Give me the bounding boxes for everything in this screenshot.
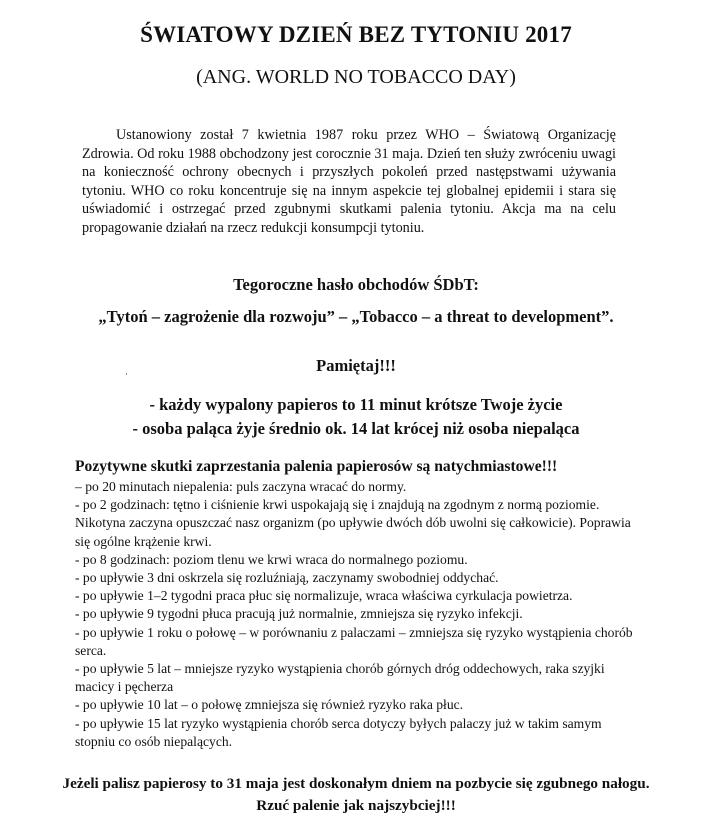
benefits-section	[75, 457, 635, 751]
fact-line: - każdy wypalony papieros to 11 minut krótsze Twoje życie	[149, 395, 563, 414]
benefit-item: - po upływie 10 lat – o połowę zmniejsza się również ryzyko raka płuc.	[75, 697, 464, 713]
benefit-item: - po upływie 3 dni oskrzela się rozluźniają, zaczynamy swobodniej oddychać.	[75, 570, 499, 586]
benefit-item: - po 8 godzinach: poziom tlenu we krwi wraca do normalnego poziomu.	[75, 551, 468, 567]
benefits-list	[75, 478, 635, 751]
motto-label: Tegoroczne hasło obchodów ŚDbT:	[233, 275, 479, 294]
benefit-item: - po upływie 1 roku o połowę – w porównaniu z palaczami – zmniejsza się ryzyko wystąpienia chorób serca.	[75, 624, 633, 658]
closing-line: Jeżeli palisz papierosy to 31 maja jest doskonałym dniem na pozbycie się zgubnego nałogu.	[62, 775, 650, 792]
benefit-item: - po upływie 5 lat – mniejsze ryzyko wystąpienia chorób górnych dróg oddechowych, raka szyjki macicy i pęcherza	[75, 661, 605, 695]
closing-block	[0, 773, 712, 817]
benefit-item: - po upływie 1–2 tygodni praca płuc się normalizuje, wraca właściwa cyrkulacja powietrza.	[75, 588, 573, 604]
closing-call-to-action: Rzuć palenie jak najszybciej!!!	[256, 797, 456, 814]
benefit-item: - po upływie 15 lat ryzyko wystąpienia chorób serca dotyczy byłych palaczy już w takim samym stopniu co osób niepalących.	[75, 715, 602, 749]
document-title: ŚWIATOWY DZIEŃ BEZ TYTONIU 2017	[140, 22, 572, 47]
intro-text: Ustanowiony został 7 kwietnia 1987 roku przez WHO – Światową Organizację Zdrowia. Od roku 1988 obchodzony jest corocznie 31 maja. Dzień ten służy zwróceniu uwagi na konieczność ochrony obecnych i przyszłych pokoleń przed następstwami używania tytoniu. WHO co roku koncentruje się na innym aspekcie tej globalnej epidemii i stara się uświadomić i ostrzegać przed zgubnymi skutkami palenia tytoniu. Akcja ma na celu propagowanie działań na rzecz redukcji konsumpcji tytoniu.	[82, 127, 616, 236]
remember-heading: Pamiętaj!!!	[316, 356, 396, 375]
motto-text: „Tytoń – zagrożenie dla rozwoju” – „Tobacco – a threat to development”.	[98, 307, 614, 326]
facts-block	[0, 393, 712, 441]
benefit-item: – po 20 minutach niepalenia: puls zaczyna wracać do normy.	[75, 479, 407, 494]
stray-mark: ·	[125, 369, 128, 379]
document-subtitle: (ANG. WORLD NO TOBACCO DAY)	[196, 66, 516, 88]
intro-paragraph	[82, 126, 616, 237]
benefits-heading: Pozytywne skutki zaprzestania palenia papierosów są natychmiastowe!!!	[75, 458, 558, 475]
fact-line: - osoba paląca żyje średnio ok. 14 lat krócej niż osoba niepaląca	[132, 419, 580, 438]
benefit-item: - po upływie 9 tygodni płuca pracują już normalnie, zmniejsza się ryzyko infekcji.	[75, 606, 523, 622]
benefit-item: - po 2 godzinach: tętno i ciśnienie krwi uspokajają się i znajdują na zgodnym z normą poziomie. Nikotyna zaczyna opuszczać nasz organizm (po upływie dwóch dób uwolni się całkowicie). Poprawia się ogólne krążenie krwi.	[75, 497, 631, 549]
